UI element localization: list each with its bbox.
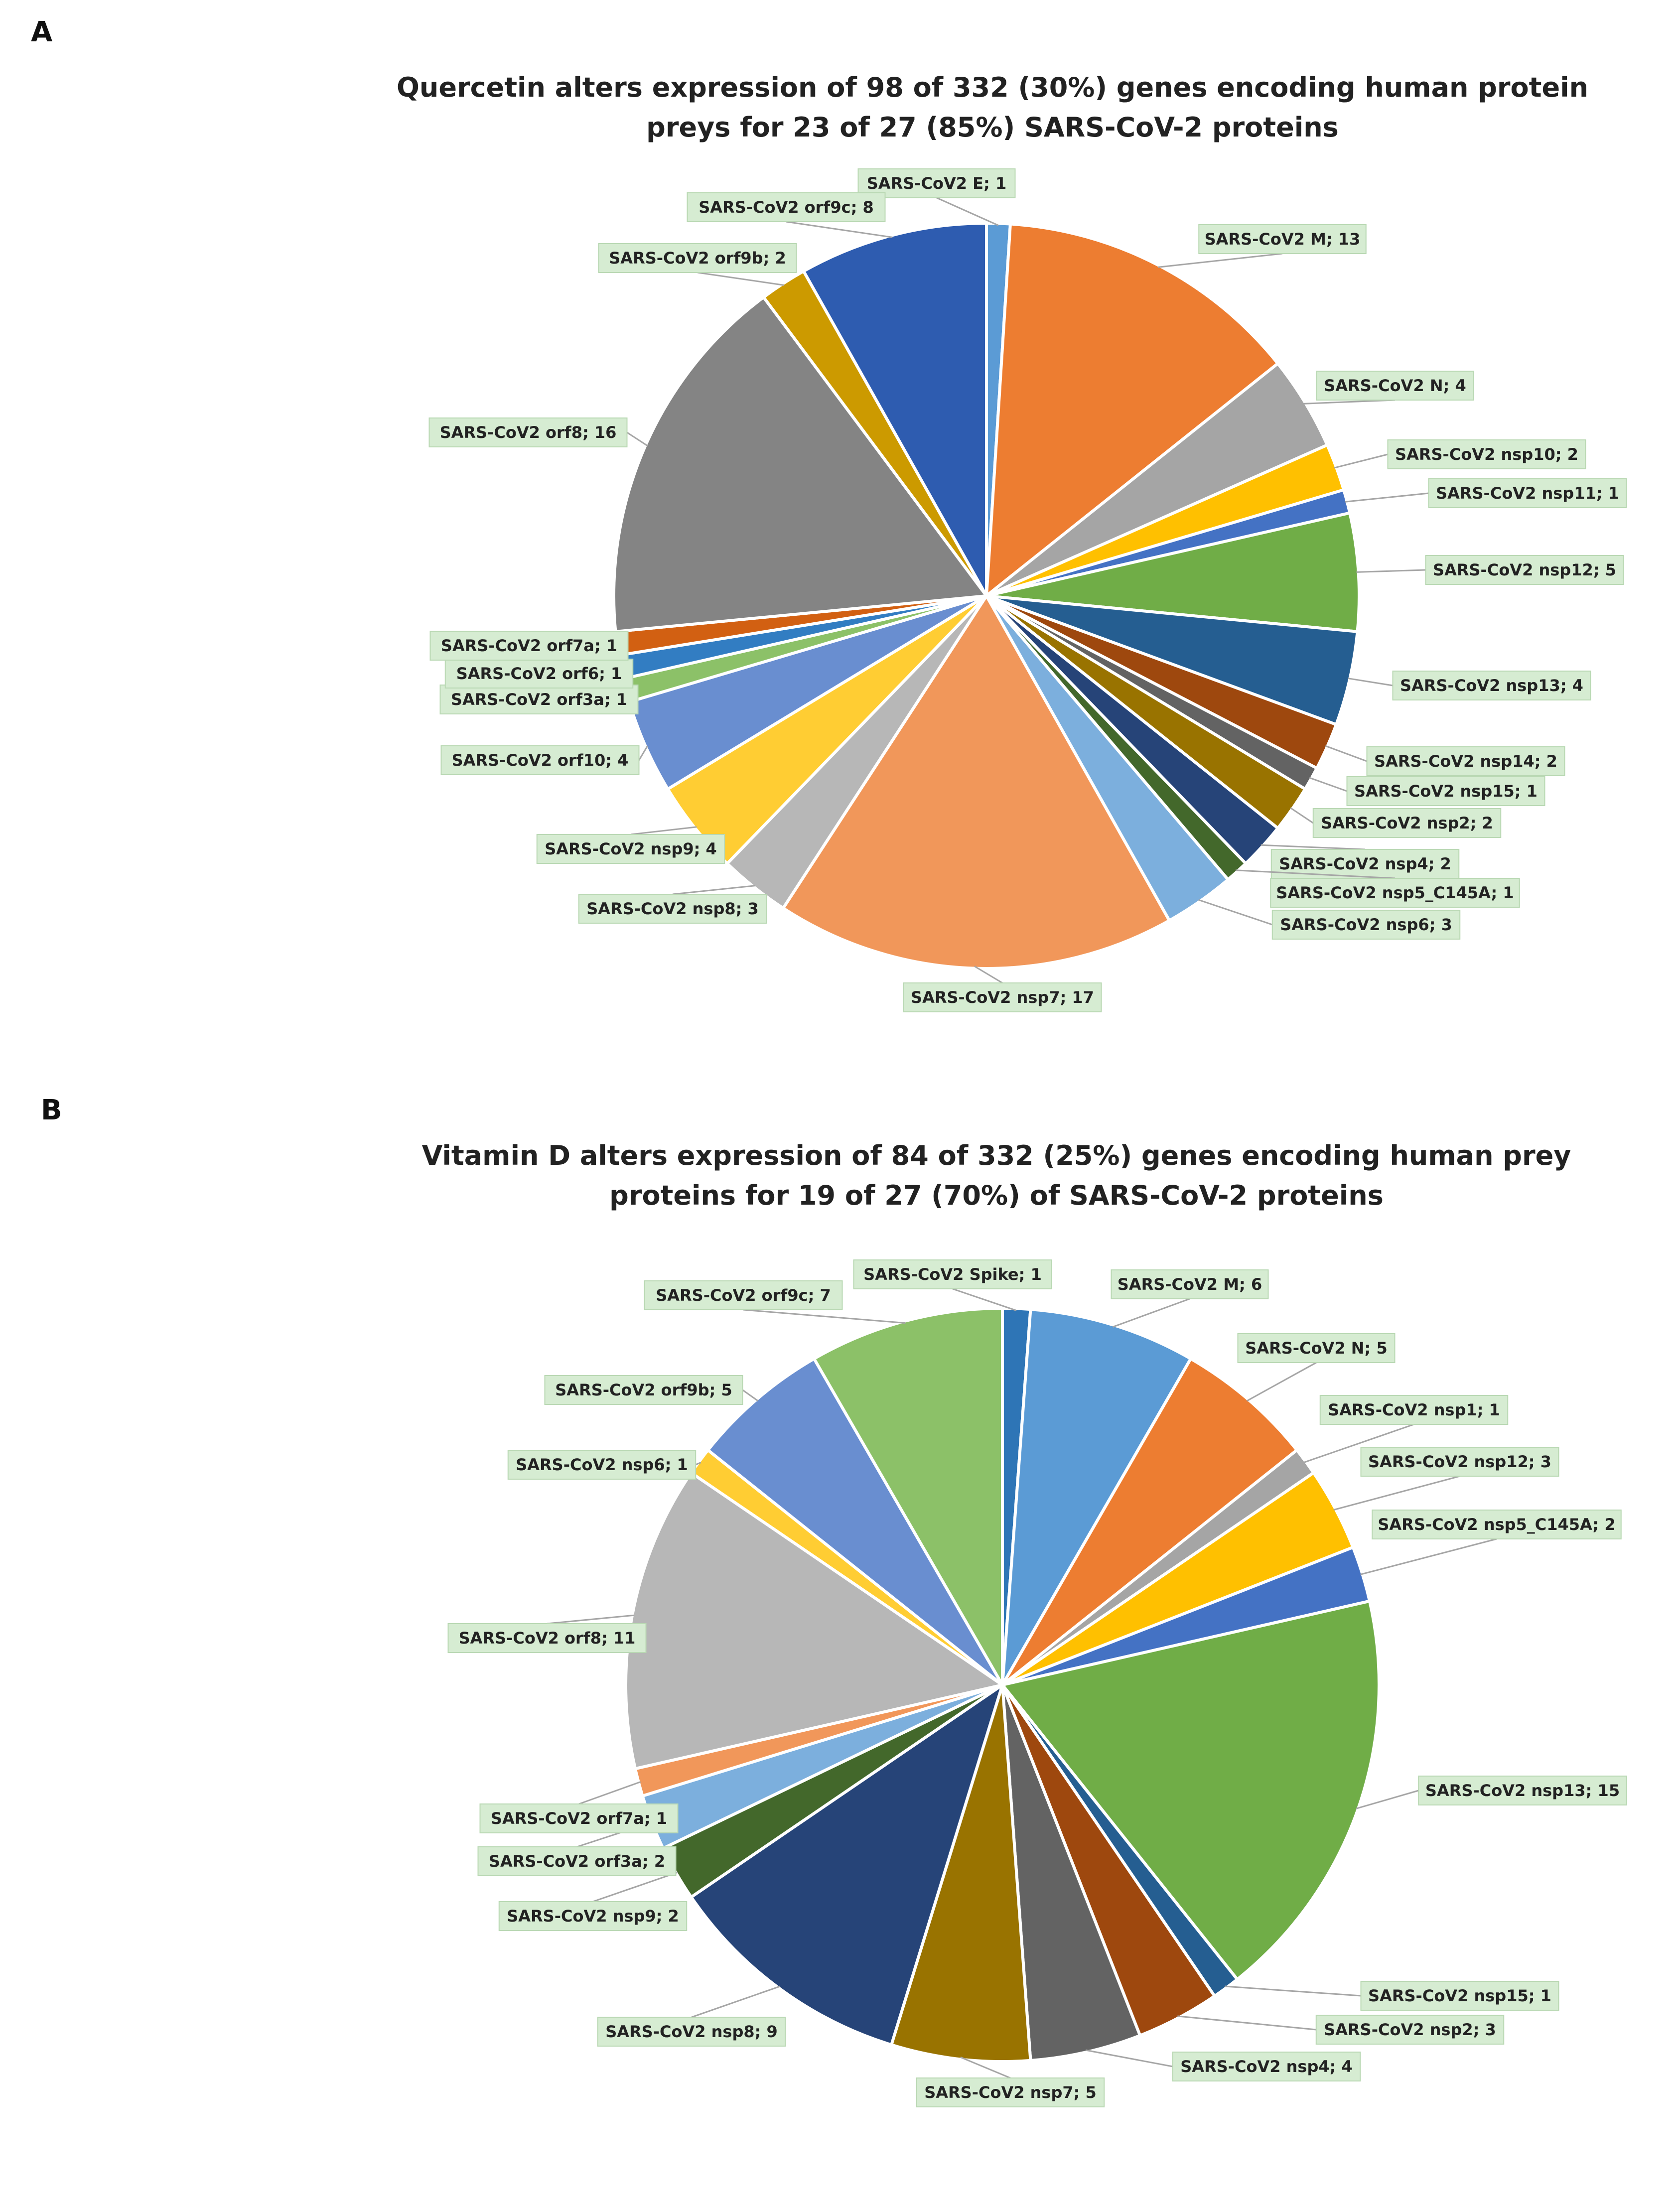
slice-label-nsp2: SARS-CoV2 nsp2; 2 [1321, 814, 1493, 832]
slice-label-orf3a: SARS-CoV2 orf3a; 1 [450, 690, 628, 709]
leader-line [1247, 1363, 1316, 1401]
leader-line [1334, 1476, 1460, 1510]
leader-line [1361, 1539, 1497, 1574]
slice-label-orf9b: SARS-CoV2 orf9b; 2 [609, 249, 786, 268]
slice-label-nsp7: SARS-CoV2 nsp7; 17 [911, 988, 1094, 1007]
slice-label-nsp8: SARS-CoV2 nsp8; 3 [586, 899, 759, 918]
slice-label-nsp13: SARS-CoV2 nsp13; 15 [1425, 1781, 1620, 1800]
slice-label-nsp6: SARS-CoV2 nsp6; 1 [516, 1455, 688, 1474]
slice-label-orf7a: SARS-CoV2 orf7a; 1 [440, 636, 618, 655]
slice-label-m: SARS-CoV2 M; 13 [1204, 230, 1361, 249]
slice-label-orf3a: SARS-CoV2 orf3a; 2 [488, 1852, 666, 1871]
slice-label-m: SARS-CoV2 M; 6 [1117, 1275, 1262, 1294]
slice-label-orf9c: SARS-CoV2 orf9c; 8 [699, 198, 874, 217]
slice-label-nsp5-c145a: SARS-CoV2 nsp5_C145A; 2 [1378, 1515, 1616, 1534]
slice-label-orf8: SARS-CoV2 orf8; 16 [439, 423, 617, 442]
slice-label-nsp9: SARS-CoV2 nsp9; 4 [545, 839, 717, 858]
slice-label-orf6: SARS-CoV2 orf6; 1 [456, 664, 622, 683]
leader-line [1177, 2016, 1316, 2030]
chart-a-title-line-1: Quercetin alters expression of 98 of 332 (30%) genes encoding human protein [396, 72, 1589, 103]
leader-line [547, 1615, 634, 1624]
slice-label-n: SARS-CoV2 N; 4 [1324, 376, 1466, 395]
slice-label-nsp10: SARS-CoV2 nsp10; 2 [1395, 445, 1578, 464]
slice-label-nsp2: SARS-CoV2 nsp2; 3 [1324, 2020, 1496, 2039]
slice-label-nsp1: SARS-CoV2 nsp1; 1 [1328, 1400, 1500, 1419]
slice-label-orf10: SARS-CoV2 orf10; 4 [451, 751, 629, 770]
panel-letter-b: B [41, 1094, 62, 1126]
slice-label-nsp15: SARS-CoV2 nsp15; 1 [1354, 782, 1538, 801]
slice-label-nsp7: SARS-CoV2 nsp7; 5 [924, 2083, 1097, 2102]
slice-label-nsp12: SARS-CoV2 nsp12; 5 [1433, 560, 1616, 579]
leader-line [579, 1782, 641, 1804]
chart-a-title-line-2: preys for 23 of 27 (85%) SARS-CoV-2 proteins [646, 112, 1339, 143]
slice-label-nsp6: SARS-CoV2 nsp6; 3 [1280, 915, 1452, 934]
leader-line [593, 1872, 678, 1902]
slice-label-nsp9: SARS-CoV2 nsp9; 2 [507, 1907, 679, 1926]
slice-label-nsp12: SARS-CoV2 nsp12; 3 [1368, 1452, 1551, 1471]
slice-label-nsp4: SARS-CoV2 nsp4; 2 [1279, 854, 1451, 873]
slice-label-nsp15: SARS-CoV2 nsp15; 1 [1368, 1986, 1551, 2005]
slice-label-nsp11: SARS-CoV2 nsp11; 1 [1436, 484, 1619, 503]
leader-line [1225, 1986, 1361, 1996]
slice-label-e: SARS-CoV2 E; 1 [866, 174, 1007, 193]
panel-letter-a: A [31, 16, 53, 48]
slice-label-n: SARS-CoV2 N; 5 [1245, 1339, 1388, 1358]
leader-line [692, 1986, 780, 2017]
slice-label-orf9b: SARS-CoV2 orf9b; 5 [555, 1381, 732, 1399]
leader-line [743, 1310, 905, 1323]
leader-line [743, 1390, 758, 1401]
slice-label-nsp4: SARS-CoV2 nsp4; 4 [1180, 2057, 1353, 2076]
slice-label-nsp14: SARS-CoV2 nsp14; 2 [1374, 752, 1557, 771]
slice-label-orf8: SARS-CoV2 orf8; 11 [458, 1629, 636, 1648]
slice-label-nsp13: SARS-CoV2 nsp13; 4 [1400, 676, 1583, 695]
slice-label-spike: SARS-CoV2 Spike; 1 [863, 1265, 1042, 1284]
slice-label-orf9c: SARS-CoV2 orf9c; 7 [656, 1286, 831, 1305]
slice-label-nsp8: SARS-CoV2 nsp8; 9 [605, 2022, 778, 2041]
chart-b-title-line-2: proteins for 19 of 27 (70%) of SARS-CoV-2 proteins [609, 1180, 1384, 1211]
slice-label-nsp5-c145a: SARS-CoV2 nsp5_C145A; 1 [1276, 883, 1514, 902]
leader-line [1086, 2050, 1172, 2067]
chart-b-title-line-1: Vitamin D alters expression of 84 of 332 (25%) genes encoding human prey [421, 1140, 1571, 1171]
leader-line [1356, 1791, 1418, 1808]
leader-line [1113, 1299, 1190, 1327]
slice-label-orf7a: SARS-CoV2 orf7a; 1 [490, 1809, 668, 1828]
